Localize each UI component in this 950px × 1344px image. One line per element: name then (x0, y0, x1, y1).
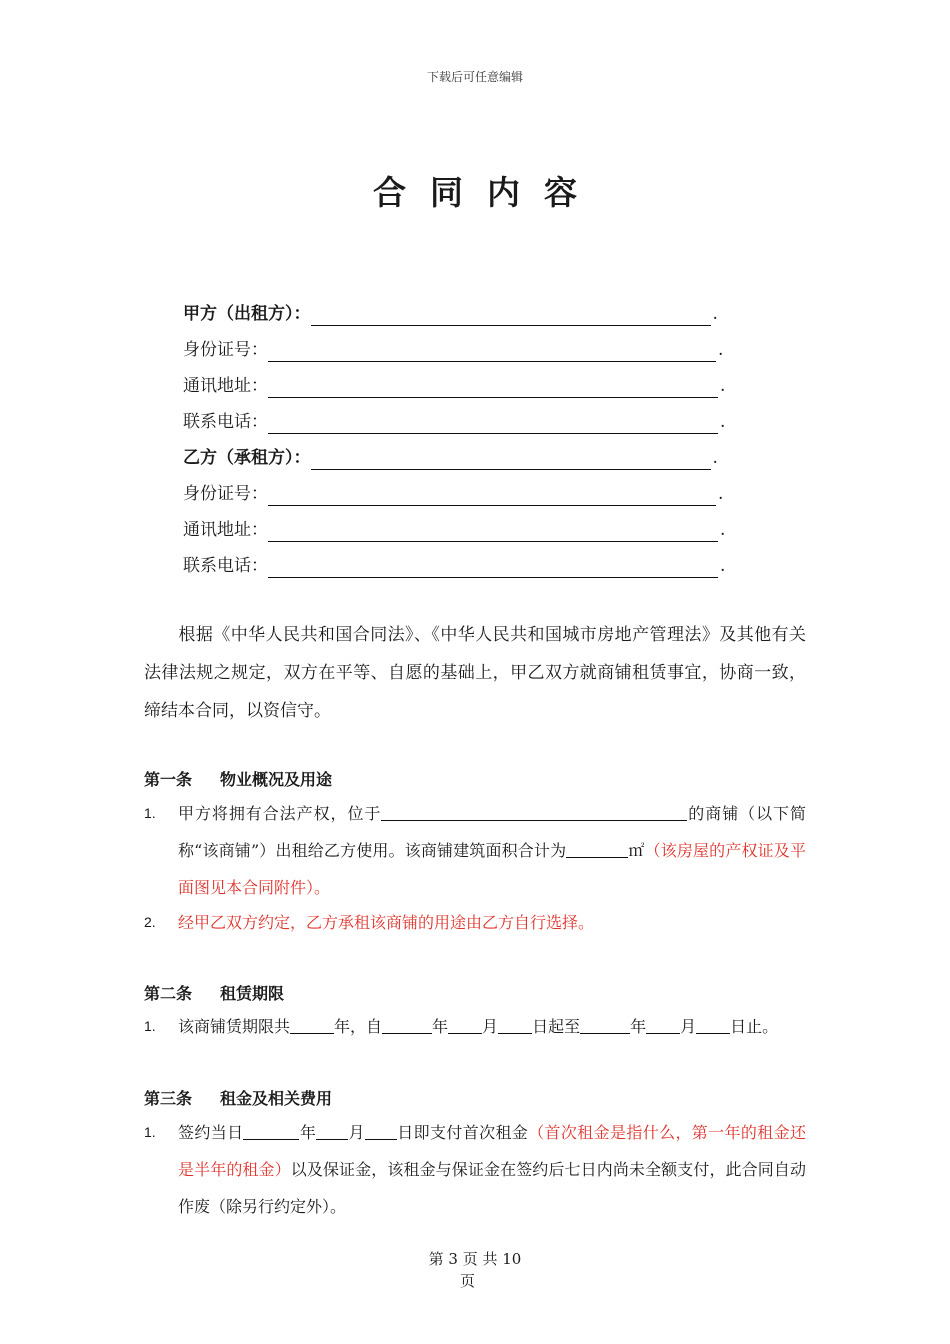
line-end-dot: . (720, 556, 726, 576)
line-end-dot: . (712, 448, 718, 468)
article-2-number: 第二条 (144, 984, 193, 1003)
party-b-phone-row (183, 554, 725, 578)
area-unit: ㎡ (628, 841, 645, 860)
party-a-phone-blank (268, 415, 718, 434)
item-text: 年 (432, 1017, 449, 1036)
page-footer (0, 1248, 950, 1292)
article-3-item-1 (144, 1114, 806, 1225)
party-b-name-row (183, 446, 718, 470)
party-b-address-label: 通讯地址： (183, 520, 268, 540)
item-number: 2. (144, 914, 156, 930)
article-2-heading (144, 982, 284, 1006)
party-a-address-row (183, 374, 725, 398)
item-number: 1. (144, 1124, 156, 1140)
party-a-id-blank (268, 343, 716, 362)
start-year-blank (382, 1017, 432, 1034)
article-1-item-2 (144, 904, 806, 941)
line-end-dot: . (720, 376, 726, 396)
line-end-dot: . (720, 520, 726, 540)
document-title: 合同内容 (373, 173, 601, 212)
page-number-line-2: 页 (460, 1272, 476, 1290)
sign-year-blank (243, 1123, 299, 1140)
party-b-address-row (183, 518, 725, 542)
red-note: 经甲乙双方约定，乙方承租该商铺的用途由乙方自行选择。 (178, 913, 595, 932)
intro-paragraph (144, 616, 806, 730)
line-end-dot: . (720, 412, 726, 432)
item-text: 年 (299, 1123, 317, 1142)
item-text: 月 (482, 1017, 499, 1036)
article-1-number: 第一条 (144, 770, 193, 789)
party-a-label: 甲方（出租方）： (183, 304, 311, 324)
item-text: 月 (680, 1017, 697, 1036)
sign-month-blank (316, 1123, 348, 1140)
sign-day-blank (365, 1123, 397, 1140)
item-text: 签约当日 (178, 1123, 244, 1142)
line-end-dot: . (718, 340, 724, 360)
item-number: 1. (144, 1018, 156, 1034)
party-b-blank (311, 451, 711, 470)
party-b-phone-blank (268, 559, 718, 578)
party-b-id-label: 身份证号： (183, 484, 268, 504)
item-text: 年 (630, 1017, 647, 1036)
party-a-phone-label: 联系电话： (183, 412, 268, 432)
term-years-blank (290, 1017, 334, 1034)
red-note: （首次租金是指什么，第一年的租金还是半年的租金） (178, 1123, 806, 1179)
line-end-dot: . (712, 304, 718, 324)
end-year-blank (580, 1017, 630, 1034)
party-a-phone-row (183, 410, 725, 434)
party-b-id-blank (268, 487, 716, 506)
end-day-blank (696, 1017, 730, 1034)
item-number: 1. (144, 805, 156, 821)
intro-text: 根据《中华人民共和国合同法》、《中华人民共和国城市房地产管理法》及其他有关法律法规之规定，双方在平等、自愿的基础上，甲乙双方就商铺租赁事宜，协商一致，缔结本合同，以资信守。 (144, 625, 806, 721)
item-text: 月 (348, 1123, 365, 1142)
item-text: 以及保证金，该租金与保证金在签约后七日内尚未全额支付，此合同自动作废（除另行约定外）。 (178, 1160, 806, 1216)
party-b-address-blank (268, 523, 718, 542)
start-day-blank (498, 1017, 532, 1034)
item-text: 年，自 (334, 1017, 383, 1036)
item-text: 日止。 (730, 1017, 779, 1036)
party-b-label: 乙方（承租方）： (183, 448, 311, 468)
article-3-title: 租金及相关费用 (220, 1089, 333, 1108)
article-3-number: 第三条 (144, 1089, 193, 1108)
party-a-address-blank (268, 379, 718, 398)
area-blank (566, 841, 628, 858)
party-a-address-label: 通讯地址： (183, 376, 268, 396)
party-b-phone-label: 联系电话： (183, 556, 268, 576)
red-note: （该房屋的产权证及平面图见本合同附件）。 (178, 841, 806, 897)
page-number-line-1: 第 3 页 共 10 (428, 1250, 522, 1268)
article-3-heading (144, 1087, 332, 1111)
article-1-heading (144, 768, 332, 792)
item-text: 日起至 (532, 1017, 581, 1036)
item-text: 日即支付首次租金 (396, 1123, 529, 1142)
start-month-blank (448, 1017, 482, 1034)
item-text: 该商铺赁期限共 (178, 1017, 291, 1036)
party-b-id-row (183, 482, 723, 506)
party-a-id-row (183, 338, 723, 362)
article-2-item-1 (144, 1008, 806, 1045)
location-blank (381, 804, 687, 821)
header-note: 下载后可任意编辑 (426, 70, 523, 84)
end-month-blank (646, 1017, 680, 1034)
line-end-dot: . (718, 484, 724, 504)
item-text: 甲方将拥有合法产权，位于 (178, 804, 382, 823)
article-1-item-1 (144, 795, 806, 906)
party-a-id-label: 身份证号： (183, 340, 268, 360)
party-a-name-row (183, 302, 718, 326)
article-1-title: 物业概况及用途 (220, 770, 333, 789)
item-text: 的商铺（以下简称“该商铺”）出租给乙方使用。该商铺建筑面积合计为 (178, 804, 806, 860)
article-2-title: 租赁期限 (220, 984, 285, 1003)
party-a-blank (311, 307, 711, 326)
